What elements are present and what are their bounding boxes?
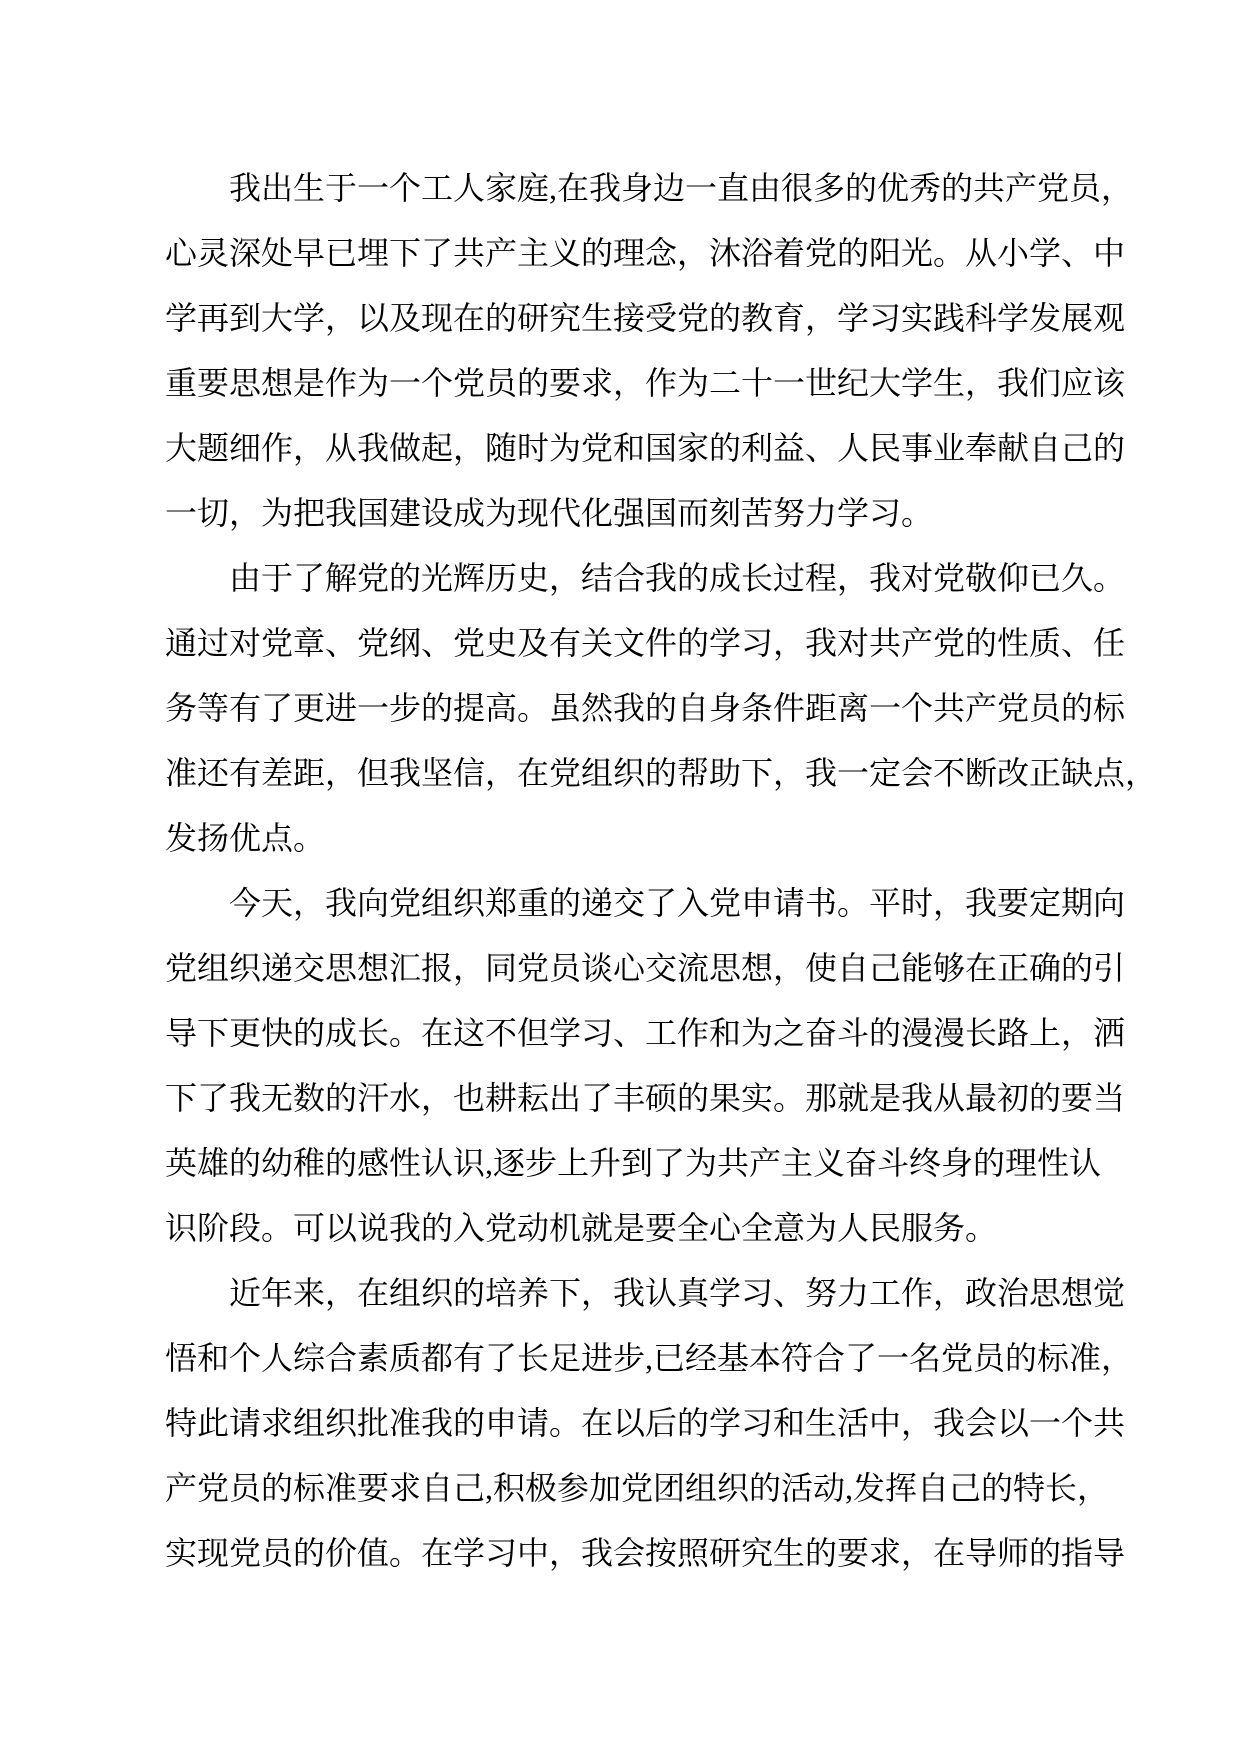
text-line: 党组织递交思想汇报，同党员谈心交流思想，使自己能够在正确的引	[165, 950, 1126, 986]
text-line: 一切，为把我国建设成为现代化强国而刻苦努力学习。	[165, 495, 934, 531]
text-line: 通过对党章、党纲、党史及有关文件的学习，我对共产党的性质、任	[165, 625, 1126, 661]
paragraph-recent-progress	[165, 1261, 1134, 1586]
paragraph-origin-family	[165, 156, 1134, 546]
text-line: 我出生于一个工人家庭,在我身边一直由很多的优秀的共产党员，	[229, 170, 1134, 206]
text-line: 下了我无数的汗水，也耕耘出了丰硕的果实。那就是我从最初的要当	[165, 1080, 1126, 1116]
text-line: 发扬优点。	[165, 820, 326, 856]
text-line: 识阶段。可以说我的入党动机就是要全心全意为人民服务。	[165, 1210, 998, 1246]
text-line: 悟和个人综合素质都有了长足进步,已经基本符合了一名党员的标准，	[165, 1340, 1134, 1376]
text-line: 学再到大学，以及现在的研究生接受党的教育，学习实践科学发展观	[165, 300, 1126, 336]
text-line: 大题细作，从我做起，随时为党和国家的利益、人民事业奉献自己的	[165, 430, 1126, 466]
text-line: 心灵深处早已埋下了共产主义的理念，沐浴着党的阳光。从小学、中	[165, 235, 1126, 271]
text-line: 产党员的标准要求自己,积极参加党团组织的活动,发挥自己的特长，	[165, 1470, 1110, 1506]
text-line: 英雄的幼稚的感性认识,逐步上升到了为共产主义奋斗终身的理性认	[165, 1145, 1102, 1181]
text-line: 实现党员的价值。在学习中，我会按照研究生的要求，在导师的指导	[165, 1535, 1126, 1571]
text-line: 今天，我向党组织郑重的递交了入党申请书。平时，我要定期向	[229, 885, 1126, 921]
text-line: 特此请求组织批准我的申请。在以后的学习和生活中，我会以一个共	[165, 1405, 1126, 1441]
text-line: 准还有差距，但我坚信，在党组织的帮助下，我一定会不断改正缺点，	[165, 755, 1158, 791]
text-line: 近年来，在组织的培养下，我认真学习、努力工作，政治思想觉	[229, 1275, 1126, 1311]
paragraph-party-history	[165, 546, 1158, 871]
text-line: 务等有了更进一步的提高。虽然我的自身条件距离一个共产党员的标	[165, 690, 1126, 726]
paragraph-application-submission	[165, 871, 1126, 1261]
text-line: 重要思想是作为一个党员的要求，作为二十一世纪大学生，我们应该	[165, 365, 1126, 401]
text-line: 由于了解党的光辉历史，结合我的成长过程，我对党敬仰已久。	[229, 560, 1126, 596]
text-line: 导下更快的成长。在这不但学习、工作和为之奋斗的漫漫长路上，洒	[165, 1015, 1126, 1051]
